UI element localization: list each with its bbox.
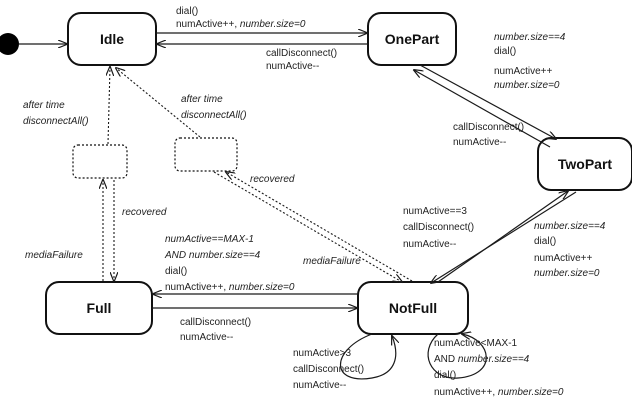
label-disconnectall-mid: disconnectAll() — [181, 110, 247, 121]
label-after-time-left: after time — [23, 100, 65, 111]
label-selfloop-right-guard2: AND number.size==4 — [434, 354, 530, 365]
label-onepart-to-twopart-effect1: numActive++ — [494, 66, 553, 77]
state-onepart[interactable] — [368, 13, 456, 65]
label-idle-to-onepart-effect: numActive++, number.size=0 — [176, 19, 306, 30]
label-recovered-left: recovered — [122, 207, 167, 218]
state-idle-label: Idle — [99, 31, 125, 47]
label-onepart-to-twopart-effect2: number.size=0 — [494, 80, 560, 91]
label-selfloop-right-action: dial() — [434, 370, 457, 381]
label-twopart-to-notfull-action: callDisconnect() — [403, 222, 475, 233]
state-full-label: Full — [86, 300, 112, 316]
label-twopart-to-notfull-guard: numActive==3 — [403, 206, 467, 217]
label-notfull-to-twopart-effect2: number.size=0 — [534, 268, 600, 279]
label-full-to-notfull-effect: numActive-- — [180, 332, 234, 343]
dotted-recovery-left-to-idle — [108, 67, 110, 144]
label-notfull-to-full-guard1: numActive==MAX-1 — [165, 234, 254, 245]
label-selfloop-left-action: callDisconnect() — [293, 364, 365, 375]
state-twopart[interactable] — [538, 138, 632, 190]
label-idle-to-onepart-action: dial() — [176, 6, 199, 17]
label-onepart-to-twopart-guard: number.size==4 — [494, 32, 566, 43]
label-selfloop-left-guard: numActive>3 — [293, 348, 352, 359]
recovery-state-left — [73, 145, 127, 178]
label-notfull-to-twopart-guard: number.size==4 — [534, 221, 606, 232]
state-full[interactable] — [46, 282, 152, 334]
label-notfull-to-twopart-action: dial() — [534, 236, 557, 247]
label-media-failure-left: mediaFailure — [25, 250, 83, 261]
label-notfull-to-full-action: dial() — [165, 266, 188, 277]
label-selfloop-left-effect: numActive-- — [293, 380, 347, 391]
label-twopart-to-onepart-effect: numActive-- — [453, 137, 507, 148]
label-notfull-to-twopart-effect1: numActive++ — [534, 253, 593, 264]
label-onepart-to-twopart-action: dial() — [494, 46, 517, 57]
recovery-state-mid — [175, 138, 237, 171]
label-twopart-to-notfull-effect: numActive-- — [403, 239, 457, 250]
label-notfull-to-full-guard2: AND number.size==4 — [165, 250, 261, 261]
label-selfloop-right-guard1: numActive<MAX-1 — [434, 338, 518, 349]
state-idle[interactable] — [68, 13, 156, 65]
label-recovered-mid: recovered — [250, 174, 295, 185]
label-onepart-to-idle-effect: numActive-- — [266, 61, 320, 72]
label-after-time-mid: after time — [181, 94, 223, 105]
label-disconnectall-left: disconnectAll() — [23, 116, 89, 127]
initial-state-dot — [0, 33, 19, 55]
state-notfull[interactable] — [358, 282, 468, 334]
label-full-to-notfull-action: callDisconnect() — [180, 317, 252, 328]
label-notfull-to-full-effect: numActive++, number.size=0 — [165, 282, 295, 293]
label-media-failure-mid: mediaFailure — [303, 256, 361, 267]
label-selfloop-right-effect: numActive++, number.size=0 — [434, 387, 564, 398]
label-onepart-to-idle-action: callDisconnect() — [266, 48, 338, 59]
state-onepart-label: OnePart — [384, 31, 440, 47]
state-notfull-label: NotFull — [388, 300, 438, 316]
label-twopart-to-onepart-action: callDisconnect() — [453, 122, 525, 133]
state-twopart-label: TwoPart — [557, 156, 613, 172]
